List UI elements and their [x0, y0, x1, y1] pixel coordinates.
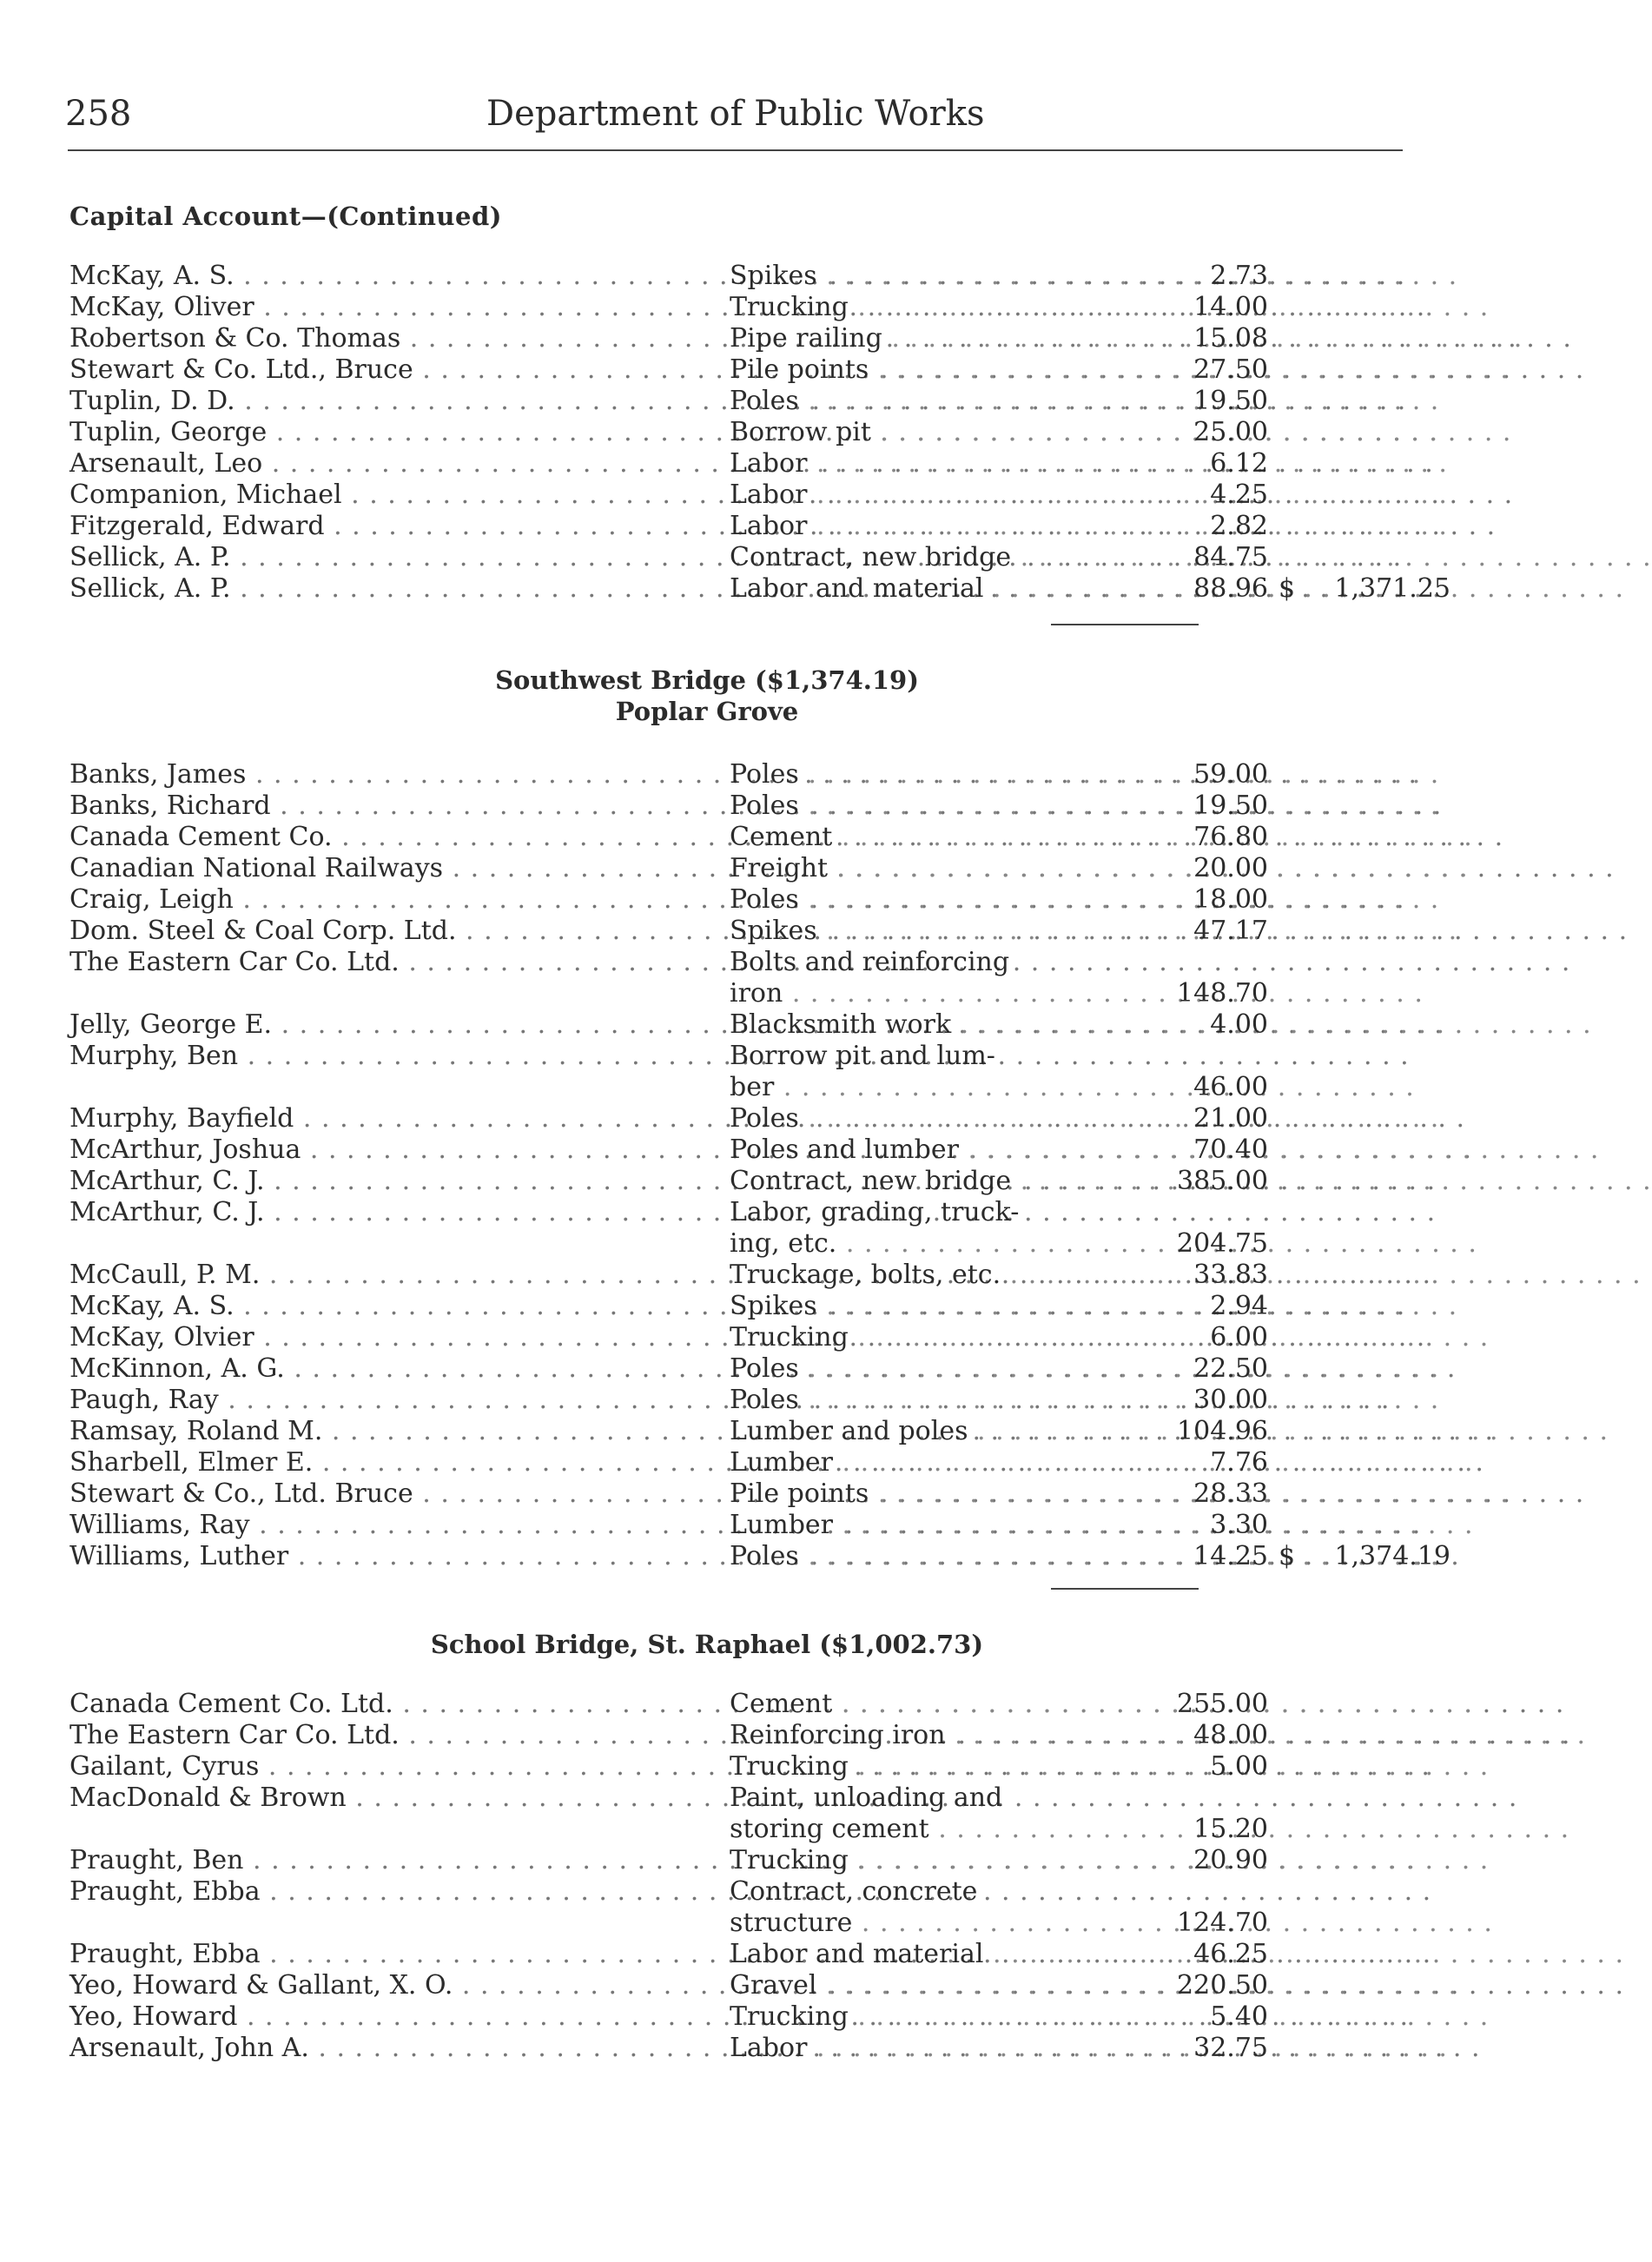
expense-item: structure . . .	[730, 1908, 1125, 1939]
header-rule	[68, 149, 1403, 151]
expense-item: Borrow pit . . .	[730, 417, 1125, 448]
expense-item: Poles . . .	[730, 1541, 1125, 1572]
expense-item: Freight . . .	[730, 853, 1125, 884]
total-rule-southwest	[1051, 1588, 1199, 1590]
expense-item: Labor . . .	[730, 448, 1125, 480]
amount: 5.00	[1210, 1751, 1268, 1782]
expense-item: Labor . . .	[730, 511, 1125, 542]
ledger-row	[69, 916, 1407, 947]
payee-name: The Eastern Car Co. Ltd. . . .	[69, 947, 725, 978]
amount: 2.73	[1210, 261, 1268, 291]
ledger-row	[69, 1845, 1407, 1876]
amount: 204.75	[1177, 1228, 1268, 1259]
section-heading-southwest: Southwest Bridge ($1,374.19)	[495, 665, 919, 695]
expense-item: Poles . . .	[730, 759, 1125, 790]
ledger-row	[69, 1103, 1407, 1134]
ledger-row	[69, 822, 1407, 853]
expense-item: Pipe railing . . .	[730, 323, 1125, 354]
amount: 220.50	[1177, 1970, 1268, 2001]
expense-item: Labor and material . . .	[730, 1939, 1125, 1970]
payee-name: McCaull, P. M. . . .	[69, 1260, 725, 1291]
expense-item: Lumber and poles . . .	[730, 1416, 1125, 1447]
expense-item: iron . . .	[730, 978, 1125, 1009]
ledger-row	[69, 1720, 1407, 1751]
expense-item: Cement . . .	[730, 1689, 1125, 1720]
section-total: 1,374.19	[1334, 1541, 1450, 1571]
ledger-row	[69, 1939, 1407, 1970]
amount: 20.00	[1193, 853, 1268, 883]
expense-item: Blacksmith work . . .	[730, 1009, 1125, 1041]
payee-name: Tuplin, D. D. . . .	[69, 386, 725, 417]
expense-item: Trucking . . .	[730, 1751, 1125, 1782]
amount: 6.12	[1210, 448, 1268, 479]
payee-name: McKay, A. S. . . .	[69, 1291, 725, 1322]
amount: 19.50	[1193, 790, 1268, 821]
ledger-row	[69, 1322, 1407, 1353]
ledger-row	[69, 1510, 1407, 1541]
expense-item: Lumber . . .	[730, 1510, 1125, 1541]
amount: 21.00	[1193, 1103, 1268, 1134]
expense-item: Spikes . . .	[730, 261, 1125, 292]
ledger-row	[69, 1782, 1407, 1814]
ledger-row	[69, 448, 1407, 480]
payee-name: McKay, A. S. . . .	[69, 261, 725, 292]
payee-name: Banks, James . . .	[69, 759, 725, 790]
expense-item: Contract, new bridge . . .	[730, 542, 1125, 573]
amount: 25.00	[1193, 417, 1268, 447]
amount: 27.50	[1193, 354, 1268, 385]
payee-name: Jelly, George E. . . .	[69, 1009, 725, 1041]
amount: 7.76	[1210, 1447, 1268, 1478]
payee-name: Williams, Ray . . .	[69, 1510, 725, 1541]
amount: 124.70	[1177, 1908, 1268, 1938]
amount: 28.33	[1193, 1478, 1268, 1509]
expense-item: Poles . . .	[730, 1385, 1125, 1416]
ledger-row	[69, 2001, 1407, 2033]
amount: 3.30	[1210, 1510, 1268, 1540]
payee-name: Paugh, Ray . . .	[69, 1385, 725, 1416]
payee-name: Gailant, Cyrus . . .	[69, 1751, 725, 1782]
ledger-row	[69, 1751, 1407, 1782]
ledger-row	[69, 1041, 1407, 1072]
ledger-row	[69, 1814, 1407, 1845]
payee-name: Praught, Ben . . .	[69, 1845, 725, 1876]
expense-item: Bolts and reinforcing	[730, 947, 1010, 977]
payee-name: Praught, Ebba . . .	[69, 1939, 725, 1970]
section-total: 1,371.25	[1334, 573, 1450, 604]
payee-name: Sellick, A. P. . . .	[69, 542, 725, 573]
ledger-row	[69, 1689, 1407, 1720]
payee-name: Arsenault, Leo . . .	[69, 448, 725, 480]
payee-name: Murphy, Ben . . .	[69, 1041, 725, 1072]
amount: 4.00	[1210, 1009, 1268, 1040]
amount: 15.08	[1193, 323, 1268, 354]
expense-item: ber . . .	[730, 1072, 1125, 1103]
payee-name: Stewart & Co., Ltd. Bruce . . .	[69, 1478, 725, 1510]
expense-item: Labor, grading, truck-	[730, 1197, 1020, 1227]
payee-name: The Eastern Car Co. Ltd. . . .	[69, 1720, 725, 1751]
section-heading-capital: Capital Account—(Continued)	[69, 202, 502, 231]
expense-item: Trucking . . .	[730, 1845, 1125, 1876]
payee-name: Banks, Richard . . .	[69, 790, 725, 822]
ledger-row	[69, 1009, 1407, 1041]
ledger-row	[69, 1541, 1450, 1572]
payee-name: Companion, Michael . . .	[69, 480, 725, 511]
section-subheading-poplar-grove: Poplar Grove	[615, 697, 799, 726]
amount: 47.17	[1193, 916, 1268, 946]
ledger-row	[69, 1385, 1407, 1416]
amount: 14.00	[1193, 292, 1268, 322]
ledger-row	[69, 1291, 1407, 1322]
expense-item: Poles and lumber . . .	[730, 1134, 1125, 1166]
expense-item: Poles . . .	[730, 386, 1125, 417]
expense-item: ing, etc. . . .	[730, 1228, 1125, 1260]
amount: 30.00	[1193, 1385, 1268, 1415]
page-title: Department of Public Works	[486, 94, 985, 134]
amount: 5.40	[1210, 2001, 1268, 2032]
total-rule-capital	[1051, 624, 1199, 625]
expense-item: Lumber . . .	[730, 1447, 1125, 1478]
expense-item: Gravel . . .	[730, 1970, 1125, 2001]
ledger-row	[69, 1478, 1407, 1510]
payee-name: McArthur, C. J. . . .	[69, 1197, 725, 1228]
page-header	[65, 94, 1403, 146]
payee-name: McArthur, C. J. . . .	[69, 1166, 725, 1197]
payee-name: Murphy, Bayfield . . .	[69, 1103, 725, 1134]
expense-item: Labor . . .	[730, 480, 1125, 511]
amount: 2.82	[1210, 511, 1268, 541]
payee-name: Yeo, Howard & Gallant, X. O. . . .	[69, 1970, 725, 2001]
amount: 19.50	[1193, 386, 1268, 416]
ledger-row	[69, 1416, 1407, 1447]
expense-item: Labor and material . . .	[730, 573, 1125, 605]
ledger-row	[69, 542, 1407, 573]
expense-item: Cement . . .	[730, 822, 1125, 853]
amount: 46.25	[1193, 1939, 1268, 1969]
payee-name: Yeo, Howard . . .	[69, 2001, 725, 2033]
ledger-row	[69, 759, 1407, 790]
payee-name: Dom. Steel & Coal Corp. Ltd. . . .	[69, 916, 725, 947]
ledger-row	[69, 1134, 1407, 1166]
expense-item: Poles . . .	[730, 790, 1125, 822]
ledger-row	[69, 790, 1407, 822]
amount: 255.00	[1177, 1689, 1268, 1719]
ledger-row	[69, 1072, 1407, 1103]
expense-item: Truckage, bolts, etc. . . .	[730, 1260, 1125, 1291]
amount: 88.96	[1193, 573, 1268, 604]
expense-item: storing cement . . .	[730, 1814, 1125, 1845]
ledger-row	[69, 947, 1407, 978]
payee-name: Ramsay, Roland M. . . .	[69, 1416, 725, 1447]
payee-name: Tuplin, George . . .	[69, 417, 725, 448]
amount: 2.94	[1210, 1291, 1268, 1321]
amount: 385.00	[1177, 1166, 1268, 1196]
payee-name: Sellick, A. P. . . .	[69, 573, 725, 605]
amount: 14.25	[1193, 1541, 1268, 1571]
amount: 20.90	[1193, 1845, 1268, 1875]
ledger-row	[69, 1353, 1407, 1385]
ledger-row	[69, 884, 1407, 916]
ledger-row	[69, 1260, 1407, 1291]
payee-name: Canadian National Railways . . .	[69, 853, 725, 884]
payee-name: Sharbell, Elmer E. . . .	[69, 1447, 725, 1478]
dollar-sign: $	[1279, 573, 1296, 604]
payee-name: Praught, Ebba . . .	[69, 1876, 725, 1908]
payee-name: Robertson & Co. Thomas . . .	[69, 323, 725, 354]
amount: 6.00	[1210, 1322, 1268, 1353]
ledger-row	[69, 978, 1407, 1009]
ledger-row	[69, 853, 1407, 884]
payee-name: McArthur, Joshua . . .	[69, 1134, 725, 1166]
ledger-row	[69, 573, 1450, 605]
expense-item: Pile points . . .	[730, 1478, 1125, 1510]
expense-item: Contract, new bridge . . .	[730, 1166, 1125, 1197]
payee-name: Fitzgerald, Edward . . .	[69, 511, 725, 542]
ledger-row	[69, 386, 1407, 417]
payee-name: McKay, Olvier . . .	[69, 1322, 725, 1353]
expense-item: Paint, unloading and	[730, 1782, 1003, 1813]
expense-item: Trucking . . .	[730, 292, 1125, 323]
payee-name: Canada Cement Co. Ltd. . . .	[69, 1689, 725, 1720]
payee-name: Canada Cement Co. . . .	[69, 822, 725, 853]
expense-item: Spikes . . .	[730, 1291, 1125, 1322]
page-number: 258	[65, 94, 132, 134]
amount: 18.00	[1193, 884, 1268, 915]
amount: 104.96	[1177, 1416, 1268, 1446]
dollar-sign: $	[1279, 1541, 1296, 1571]
amount: 4.25	[1210, 480, 1268, 510]
amount: 59.00	[1193, 759, 1268, 790]
expense-item: Borrow pit and lum-	[730, 1041, 995, 1071]
expense-item: Reinforcing iron . . .	[730, 1720, 1125, 1751]
ledger-row	[69, 511, 1407, 542]
ledger-row	[69, 1447, 1407, 1478]
ledger-row	[69, 1197, 1407, 1228]
ledger-row	[69, 1876, 1407, 1908]
expense-item: Poles . . .	[730, 1103, 1125, 1134]
amount: 22.50	[1193, 1353, 1268, 1384]
section-heading-school: School Bridge, St. Raphael ($1,002.73)	[430, 1630, 984, 1659]
payee-name: MacDonald & Brown . . .	[69, 1782, 725, 1814]
ledger-row	[69, 1970, 1407, 2001]
ledger-row	[69, 354, 1407, 386]
ledger-row	[69, 261, 1407, 292]
payee-name: Williams, Luther . . .	[69, 1541, 725, 1572]
ledger-row	[69, 2033, 1407, 2064]
amount: 15.20	[1193, 1814, 1268, 1844]
payee-name: Stewart & Co. Ltd., Bruce . . .	[69, 354, 725, 386]
payee-name: McKinnon, A. G. . . .	[69, 1353, 725, 1385]
expense-item: Trucking . . .	[730, 1322, 1125, 1353]
payee-name: McKay, Oliver . . .	[69, 292, 725, 323]
ledger-row	[69, 480, 1407, 511]
ledger-row	[69, 1908, 1407, 1939]
expense-item: Poles . . .	[730, 1353, 1125, 1385]
expense-item: Poles . . .	[730, 884, 1125, 916]
amount: 48.00	[1193, 1720, 1268, 1750]
expense-item: Labor . . .	[730, 2033, 1125, 2064]
payee-name: Craig, Leigh . . .	[69, 884, 725, 916]
amount: 32.75	[1193, 2033, 1268, 2063]
ledger-row	[69, 323, 1407, 354]
amount: 33.83	[1193, 1260, 1268, 1290]
ledger-row	[69, 1166, 1407, 1197]
amount: 46.00	[1193, 1072, 1268, 1102]
ledger-row	[69, 417, 1407, 448]
expense-item: Contract, concrete	[730, 1876, 978, 1907]
amount: 76.80	[1193, 822, 1268, 852]
payee-name: Arsenault, John A. . . .	[69, 2033, 725, 2064]
amount: 148.70	[1177, 978, 1268, 1009]
ledger-row	[69, 1228, 1407, 1260]
expense-item: Trucking . . .	[730, 2001, 1125, 2033]
amount: 84.75	[1193, 542, 1268, 572]
expense-item: Spikes . . .	[730, 916, 1125, 947]
expense-item: Pile points . . .	[730, 354, 1125, 386]
amount: 70.40	[1193, 1134, 1268, 1165]
ledger-row	[69, 292, 1407, 323]
